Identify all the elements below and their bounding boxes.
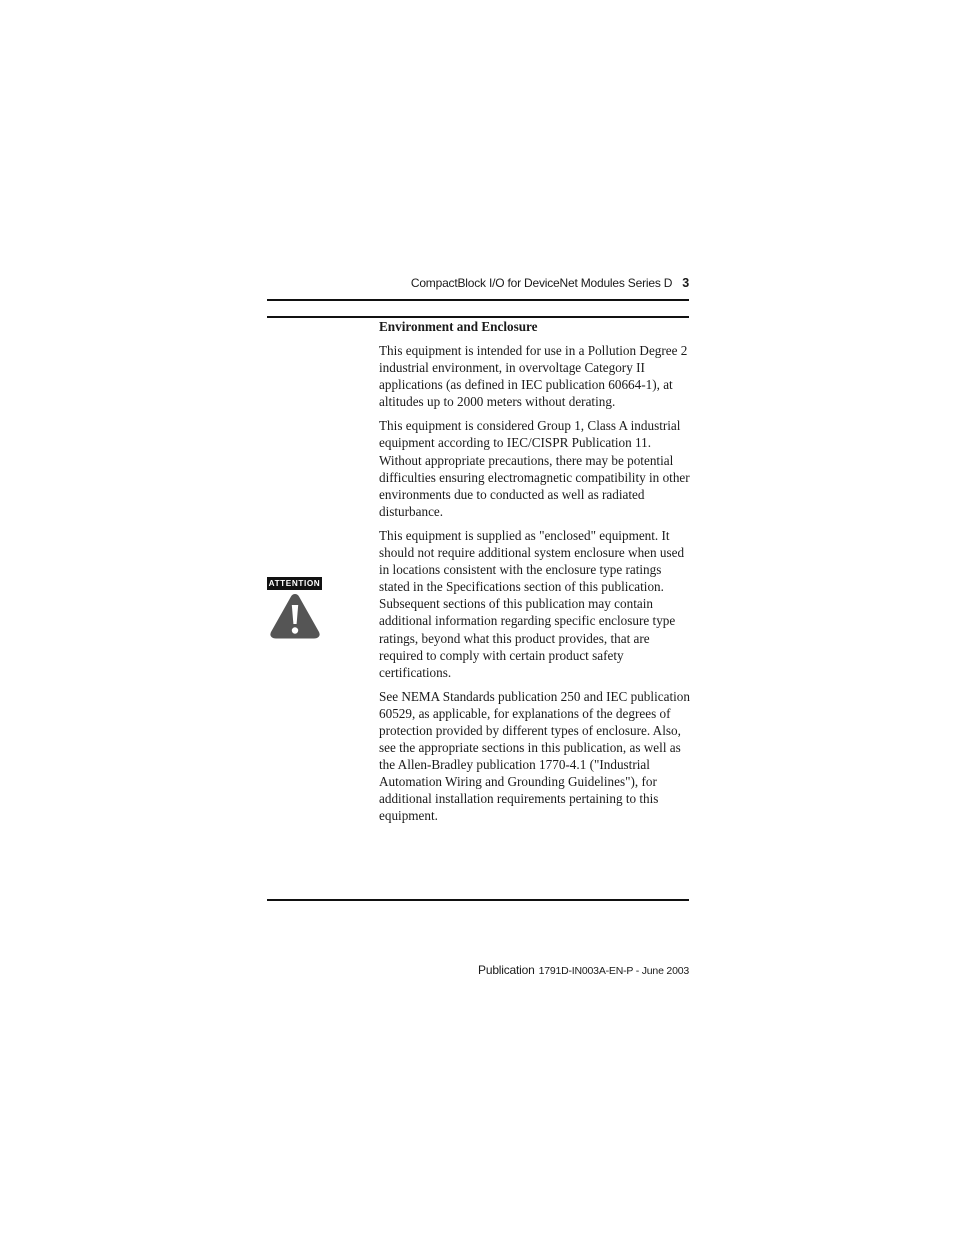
- section-heading: Environment and Enclosure: [379, 319, 538, 334]
- section-bottom-rule: [267, 899, 689, 901]
- warning-triangle-icon: [269, 592, 321, 640]
- paragraph-pollution-degree: This equipment is intended for use in a Pollution Degree 2 industrial environment, in overvoltage Category II applications (as defined in IEC publication 60664-1), at altitudes up to 2000 meters without derating.: [379, 343, 688, 410]
- publication-id: 1791D-IN003A-EN-P - June 2003: [538, 965, 689, 977]
- attention-label: ATTENTION: [268, 579, 321, 588]
- paragraph-emc-group: This equipment is considered Group 1, Class A industrial equipment according to IEC/CISPR Publication 11. Without appropriate precautions, there may be potential difficulties ensuring electromagnetic compatibility in other environments due to conducted as well as radiated disturbance.: [379, 418, 690, 519]
- environment-section: [379, 318, 691, 825]
- header-rule: [267, 299, 689, 301]
- paragraph-nema-standards: See NEMA Standards publication 250 and IEC publication 60529, as applicable, for explanations of the degrees of protection provided by different types of enclosure. Also, see the appropriate sections in this publication, as well as the Allen-Bradley publication 1770-4.1 ("Industrial Automation Wiring and Grounding Guidelines"), for additional installation requirements pertaining to this equipment.: [379, 688, 690, 824]
- paragraph-enclosed-equipment: This equipment is supplied as "enclosed" equipment. It should not require additional system enclosure when used in locations consistent with the enclosure type ratings stated in the Specifications section of this publication. Subsequent sections of this publication may contain additional information regarding specific enclosure type ratings, beyond what this product provides, that are required to comply with certain product safety certifications.: [379, 527, 685, 680]
- page-number: 3: [682, 276, 689, 290]
- page-footer: [267, 961, 689, 979]
- publication-label: Publication: [478, 963, 535, 977]
- attention-notice: [267, 577, 323, 640]
- running-header: [267, 276, 689, 294]
- document-title: CompactBlock I/O for DeviceNet Modules Series D: [410, 276, 673, 290]
